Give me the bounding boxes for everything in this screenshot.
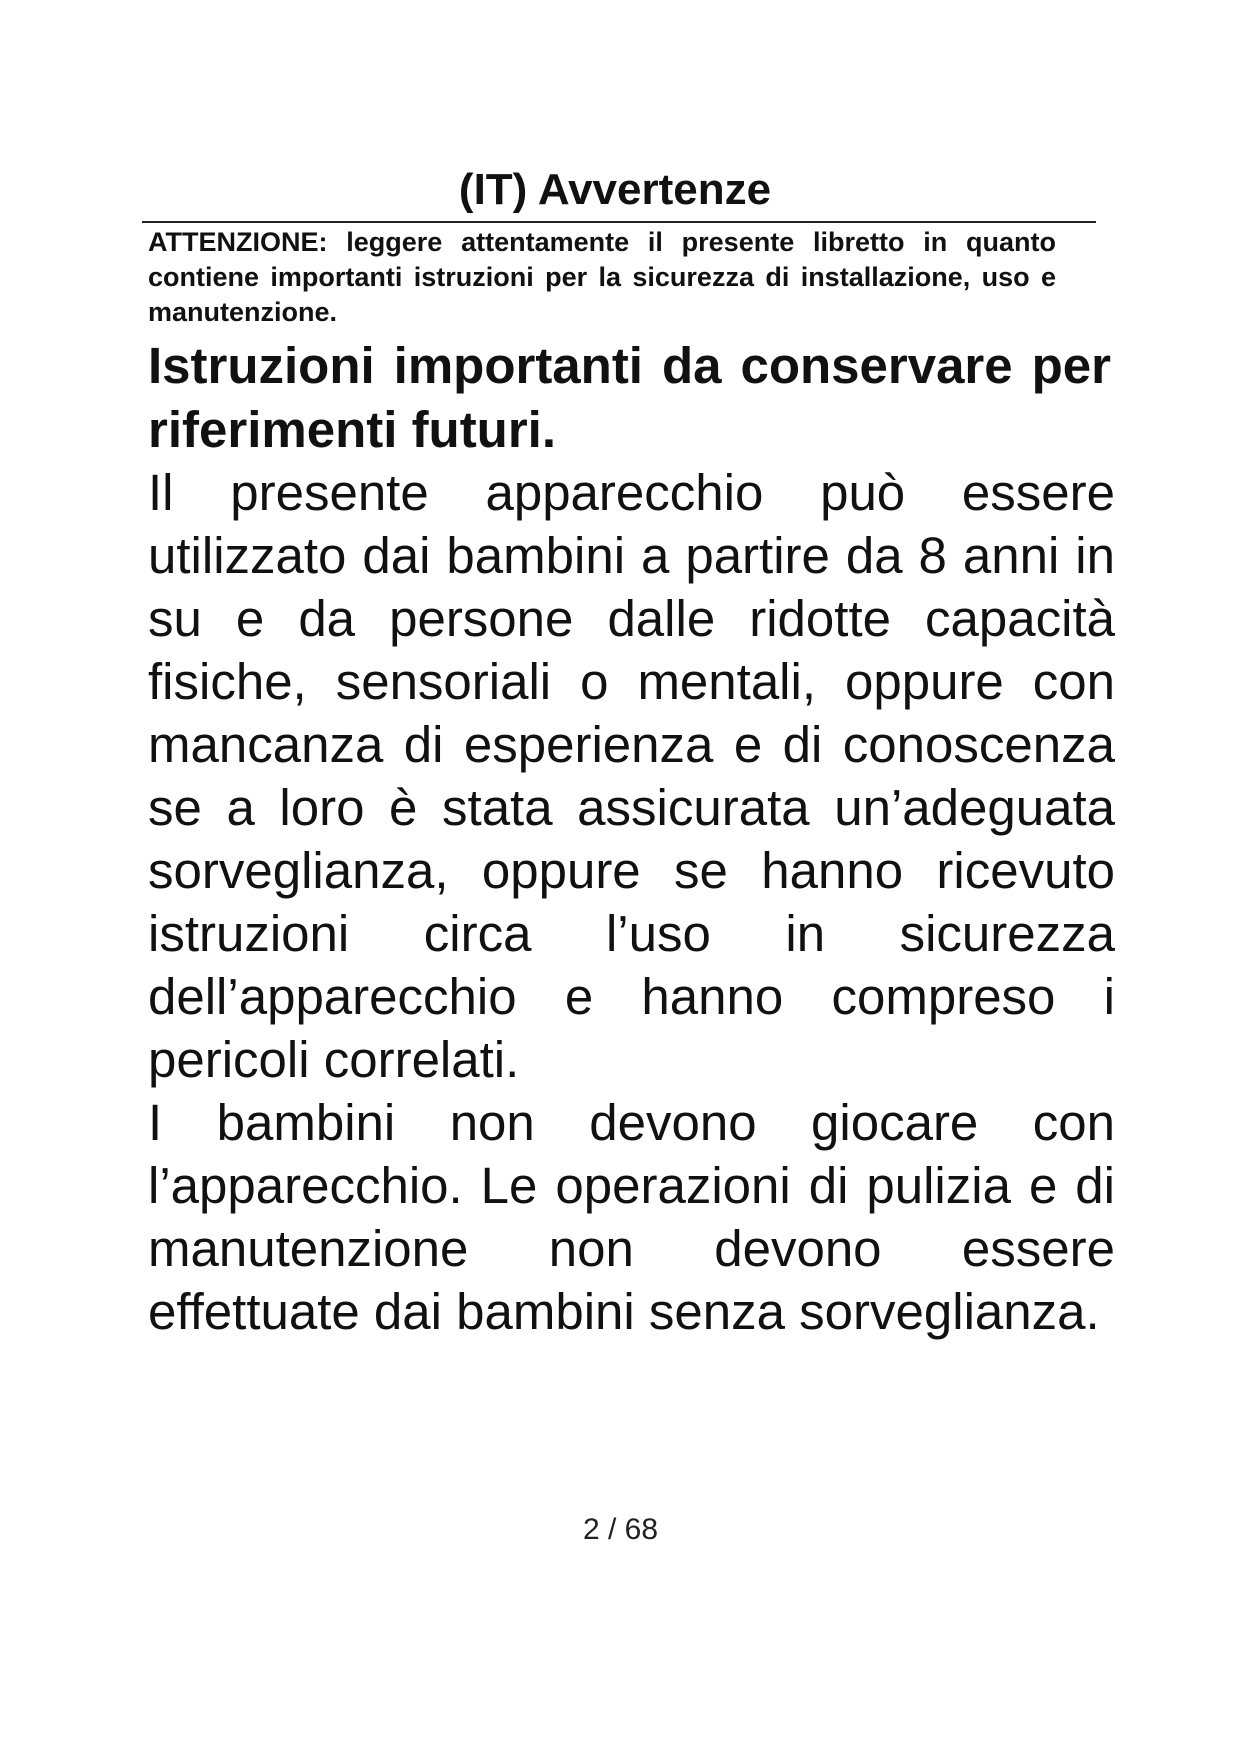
body-text bbox=[148, 461, 1115, 1343]
body-paragraph: I bambini non devono giocare con l’apparecchio. Le operazioni di pulizia e di manutenzione non devono essere effettuate dai bambini senza sorveglianza. bbox=[148, 1094, 1115, 1340]
page-number: 2 / 68 bbox=[582, 1513, 659, 1546]
subheading: Istruzioni importanti da conservare per riferimenti futuri. bbox=[148, 337, 1111, 458]
title-divider bbox=[142, 221, 1096, 223]
body-paragraph: Il presente apparecchio può essere utilizzato dai bambini a partire da 8 anni in su e da persone dalle ridotte capacità fisiche, sensoriali o mentali, oppure con mancanza di esperienza e di conoscenza se a loro è stata assicurata un’adeguata sorveglianza, oppure se hanno ricevuto istruzioni circa l’uso in sicurezza dell’apparecchio e hanno compreso i pericoli correlati. bbox=[148, 464, 1115, 1088]
warning-notice: ATTENZIONE: leggere attentamente il presente libretto in quanto contiene importanti istruzioni per la sicurezza di installazione, uso e manutenzione. bbox=[148, 227, 1056, 327]
section-title: (IT) Avvertenze bbox=[458, 165, 772, 214]
